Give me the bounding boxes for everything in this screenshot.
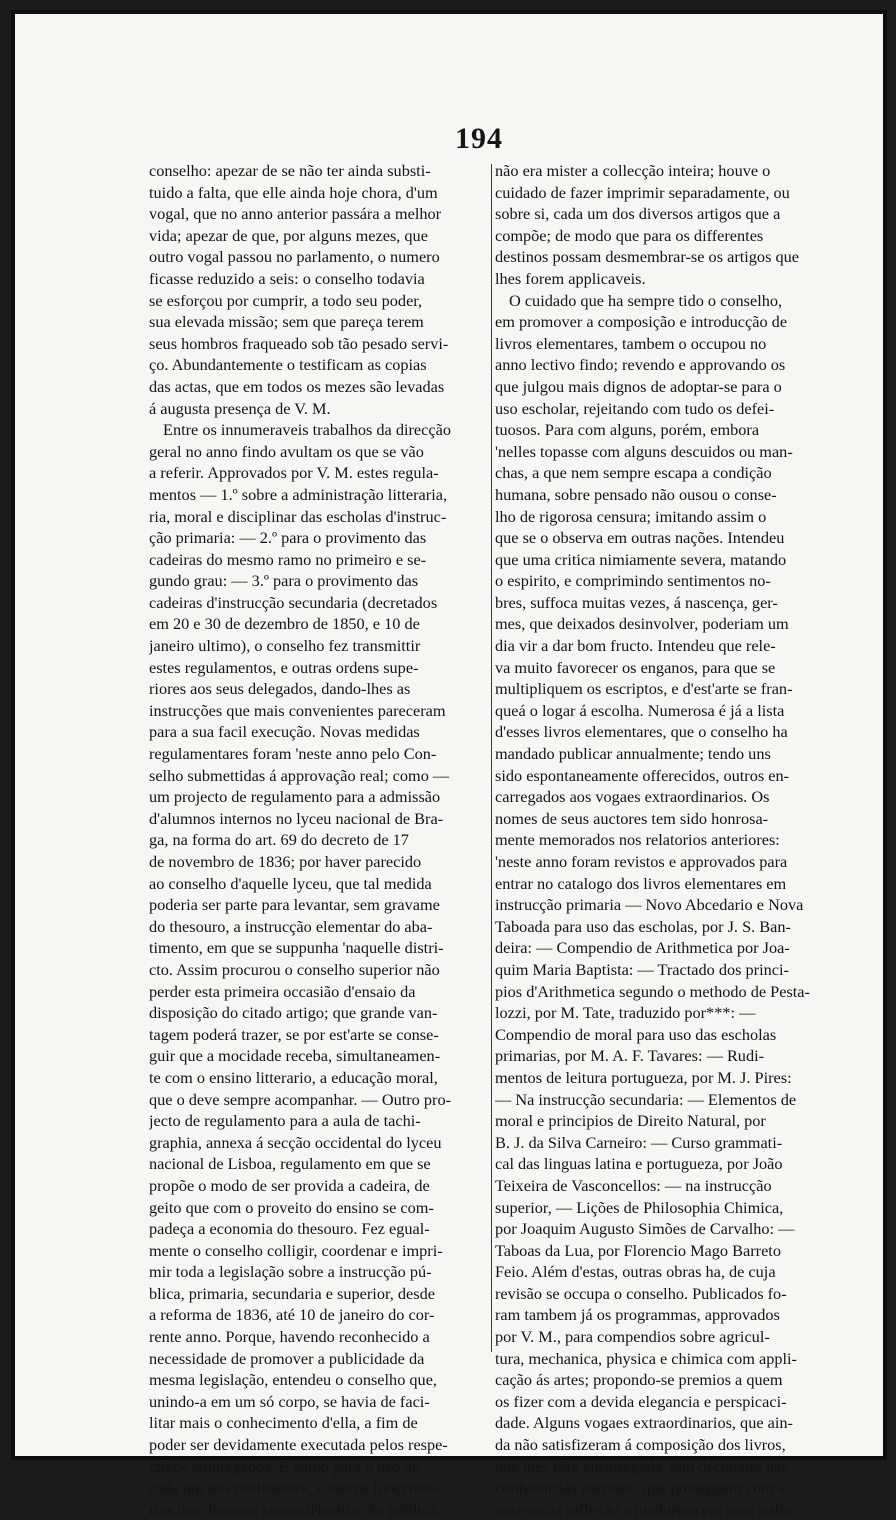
text-line: sobre si, cada um dos diversos artigos que a [495,204,781,224]
text-line: ço. Abundantemente o testificam as copias [149,355,427,375]
text-line: ga, na forma do art. 69 do decreto de 17 [149,830,409,850]
text-line: O cuidado que ha sempre tido o conselho, [509,290,783,310]
text-line: destinos possam desmembrar-se os artigos que [495,247,799,267]
text-line: para a sua facil execução. Novas medidas [149,722,420,742]
text-line: padeça a economia do thesouro. Fez egual- [149,1219,430,1239]
text-line: disposição do citado artigo; que grande van- [149,1003,438,1023]
text-line: mentos de leitura portugueza, por M. J. Pires: [495,1067,792,1087]
text-line: nacional de Lisboa, regulamento em que se [149,1154,431,1174]
text-line: nomes de seus auctores tem sido honrosa- [495,808,769,828]
text-line: va muito favorecer os enganos, para que se [495,657,776,677]
text-line: blica, primaria, secundaria e superior, desde [149,1283,435,1303]
text-line: instrucções que mais convenientes pareceram [149,700,446,720]
text-line: os fizer com a devida elegancia e perspicaci- [495,1391,787,1411]
text-line: cadeiras do mesmo ramo no primeiro e se- [149,549,427,569]
text-line: perder esta primeira occasião d'ensaio da [149,981,416,1001]
text-line: sido espontaneamente offerecidos, outros en- [495,765,790,785]
text-line: cto. Assim procurou o conselho superior não [149,959,440,979]
text-line: — Na instrucção secundaria: — Elementos de [495,1089,797,1109]
document-page [11,10,887,1519]
text-line: Compendio de moral para uso das escholas [495,1024,777,1044]
text-line: outro vogal passou no parlamento, o numero [149,247,440,267]
text-line: a reforma de 1836, até 10 de janeiro do cor- [149,1305,435,1325]
text-line: poderia ser parte para levantar, sem gravame [149,895,440,915]
text-line: multipliquem os escriptos, e d'est'arte se fran- [495,679,793,699]
text-line: tuido a falta, que elle ainda hoje chora, d'um [149,182,438,202]
text-line: timento, em que se suppunha 'naquelle distri- [149,938,444,958]
text-line: carregados aos vogaes extraordinarios. Os [495,787,770,807]
text-line: poder ser devidamente executada pelos respe- [149,1435,448,1455]
text-line: o espirito, e comprimindo sentimentos no- [495,571,771,591]
text-line: lho de rigorosa censura; imitando assim o [495,506,767,526]
text-line: compõe; de modo que para os differentes [495,225,764,245]
column-divider [491,164,492,1352]
text-line: que se o observa em outras nações. Intendeu [495,528,785,548]
text-line: necessidade de promover a publicidade da [149,1348,425,1368]
text-line: conselho: apezar de se não ter ainda substi- [149,161,431,180]
text-line: 'neste anno foram revistos e approvados para [495,852,788,871]
text-line: gundo grau: — 3.º para o provimento das [149,571,419,591]
text-line: das actas, que em todos os mezes são levadas [149,376,445,396]
text-line: em 20 e 30 de dezembro de 1850, e 10 de [149,614,420,634]
page-number: 194 [455,122,503,155]
text-line: jecto de regulamento para a aula de tachi- [149,1111,421,1131]
text-line: se esforçou por cumprir, a todo seu poder, [149,290,423,310]
text-line: vida; apezar de que, por alguns mezes, que [149,225,428,245]
text-line: tagem poderá trazer, se por est'arte se conse- [149,1024,439,1044]
text-line: guir que a mocidade receba, simultaneamen- [149,1046,441,1066]
left-column [149,160,491,1520]
text-line: regulamentares foram 'neste anno pelo Con- [149,744,437,764]
text-line: mandado publicar annualmente; tendo uns [495,744,771,764]
text-line: moral e principios de Direito Natural, por [495,1111,766,1131]
text-line: graphia, annexa á secção occidental do lyceu [149,1132,442,1152]
text-line: unindo-a em um só corpo, se havia de faci- [149,1391,430,1411]
text-line: que uma critica nimiamente severa, matando [495,549,787,569]
text-line: 'nelles topasse com alguns descuidos ou man- [495,441,793,461]
text-line: queá o logar á escolha. Numerosa é já a lista [495,700,785,720]
text-line: geral no anno findo avultam os que se vão [149,441,424,461]
text-line: uso escholar, rejeitando com tudo os defei- [495,398,775,418]
text-line: superior, — Lições de Philosophia Chimica, [495,1197,784,1217]
text-line: instrucção primaria — Novo Abcedario e Nova [495,895,804,915]
text-line: ao conselho d'aquelle lyceu, que tal medida [149,873,432,893]
text-line: cadeiras d'instrucção secundaria (decretados [149,592,438,612]
text-line: ram tambem já os programmas, approvados [495,1305,780,1325]
text-line: Taboada para uso das escholas, por J. S. Ban- [495,916,791,936]
text-line: B. J. da Silva Carneiro: — Curso grammati- [495,1132,783,1152]
text-line: janeiro ultimo), o conselho fez transmittir [149,636,421,656]
text-line: lhes forem applicaveis. [495,268,646,288]
text-line: litar mais o conhecimento d'ella, a fim de [149,1413,418,1433]
text-line: de novembro de 1836; por haver parecido [149,852,422,871]
text-line: em promover a composição e introducção de [495,312,788,332]
text-line: mir toda a legislação sobre a instrucção pú- [149,1262,432,1282]
text-line: mente o conselho colligir, coordenar e impri- [149,1240,443,1260]
text-line: anno lectivo findo; revendo e approvando os [495,355,786,375]
text-line: Taboas da Lua, por Florencio Mago Barreto [495,1240,781,1260]
text-line: Entre os innumeraveis trabalhos da direcção [163,420,451,440]
text-line: seus hombros fraqueado sob tão pesado servi- [149,333,449,353]
text-line: livros elementares, tambem o occupou no [495,333,767,353]
text-line: bres, suffoca muitas vezes, á nascença, ger- [495,592,778,612]
text-line: por V. M., para compendios sobre agricul- [495,1327,770,1347]
text-line: ria, moral e disciplinar das escholas d'instruc- [149,506,447,526]
text-line: te com o ensino litterario, a educação moral, [149,1067,438,1087]
text-line: riores aos seus delegados, dando-lhes as [149,679,411,699]
text-line: geito que com o proveito do ensino se com- [149,1197,434,1217]
text-line: cada um dos professores, e outros funcciona- [149,1478,443,1498]
text-line: quim Maria Baptista: — Tractado dos princi- [495,959,789,979]
text-line: dade. Alguns vogaes extraordinarios, que ain- [495,1413,793,1433]
text-line: mes, que deixados desinvolver, poderiam um [495,614,789,634]
text-line: tura, mechanica, physica e chimica com appli- [495,1348,797,1368]
text-line: por Joaquim Augusto Simões de Carvalho: — [495,1219,795,1239]
text-line: rios dos diversos ramos d'instrucção pública, [149,1499,441,1519]
text-line: primarias, por M. A. F. Tavares: — Rudi- [495,1046,765,1066]
text-line: propõe o modo de ser provida a cadeira, de [149,1175,430,1195]
text-line: chas, a que nem sempre escapa a condição [495,463,772,483]
text-line: mente memorados nos relatorios anteriores: [495,830,780,850]
text-line: pios d'Arithmetica segundo o methodo de Pesta- [495,981,810,1001]
text-line: lozzi, por M. Tate, traduzido por***: — [495,1003,756,1023]
text-line: á augusta presença de V. M. [149,398,331,418]
text-line: ção primaria: — 2.º para o provimento das [149,528,427,548]
text-line: humana, sobre pensado não ousou o conse- [495,484,777,504]
text-line: a referir. Approvados por V. M. estes regula- [149,463,439,483]
text-line: Teixeira de Vasconcellos: — na instrucção [495,1175,772,1195]
text-line: selho submettidas á approvação real; como — [149,765,450,785]
text-line: estes regulamentos, e outras ordens supe- [149,657,419,677]
text-line: tuosos. Para com alguns, porém, embora [495,420,760,440]
text-line: cuidado de fazer imprimir separadamente, ou [495,182,790,202]
text-line: cal das linguas latina e portugueza, por João [495,1154,783,1174]
text-line: vogal, que no anno anterior passára a melhor [149,204,442,224]
text-line: mentos — 1.º sobre a administração litteraria, [149,484,448,504]
text-line: do thesouro, a instrucção elementar do aba- [149,916,433,936]
text-line: entrar no catalogo dos livros elementares em [495,873,787,893]
text-line: sua elevada missão; sem que pareça terem [149,312,424,332]
text-line: mesma legislação, entendeu o conselho que, [149,1370,437,1390]
text-line: conferencias parciaes, que proseguem com a [495,1478,786,1498]
text-line: ficasse reduzido a seis: o conselho todavia [149,268,425,288]
text-line: cação ás artes; propondo-se premios a quem [495,1370,783,1390]
text-line: rente anno. Porque, havendo reconhecido a [149,1327,430,1347]
text-line: que julgou mais dignos de adoptar-se para o [495,376,782,396]
text-line: que o deve sempre acompanhar. — Outro pro- [149,1089,452,1109]
text-line: revisão se occupa o conselho. Publicados fo- [495,1283,787,1303]
text-line: da não satisfizeram á composição dos livros, [495,1435,786,1455]
text-line: um projecto de regulamento para a admissão [149,787,441,807]
text-line: ctivos empregados. E como para o uso de [149,1456,420,1476]
right-column [495,160,827,1520]
text-line: que lhes fôra encarregada, têm declarado nas [495,1456,788,1476]
text-line: deira: — Compendio de Arithmetica por Joa- [495,938,790,958]
text-line: d'esses livros elementares, que o conselho ha [495,722,788,742]
text-line: dia vir a dar bom fructo. Intendeu que rele- [495,636,776,656]
text-line: não era mister a collecção inteira; houve o [495,161,771,180]
text-line: Feio. Além d'estas, outras obras ha, de cuja [495,1262,776,1282]
text-line: necessaria reflexão e madureza em suas traba- [495,1499,797,1519]
text-line: d'alumnos internos no lyceu nacional de Bra- [149,808,444,828]
